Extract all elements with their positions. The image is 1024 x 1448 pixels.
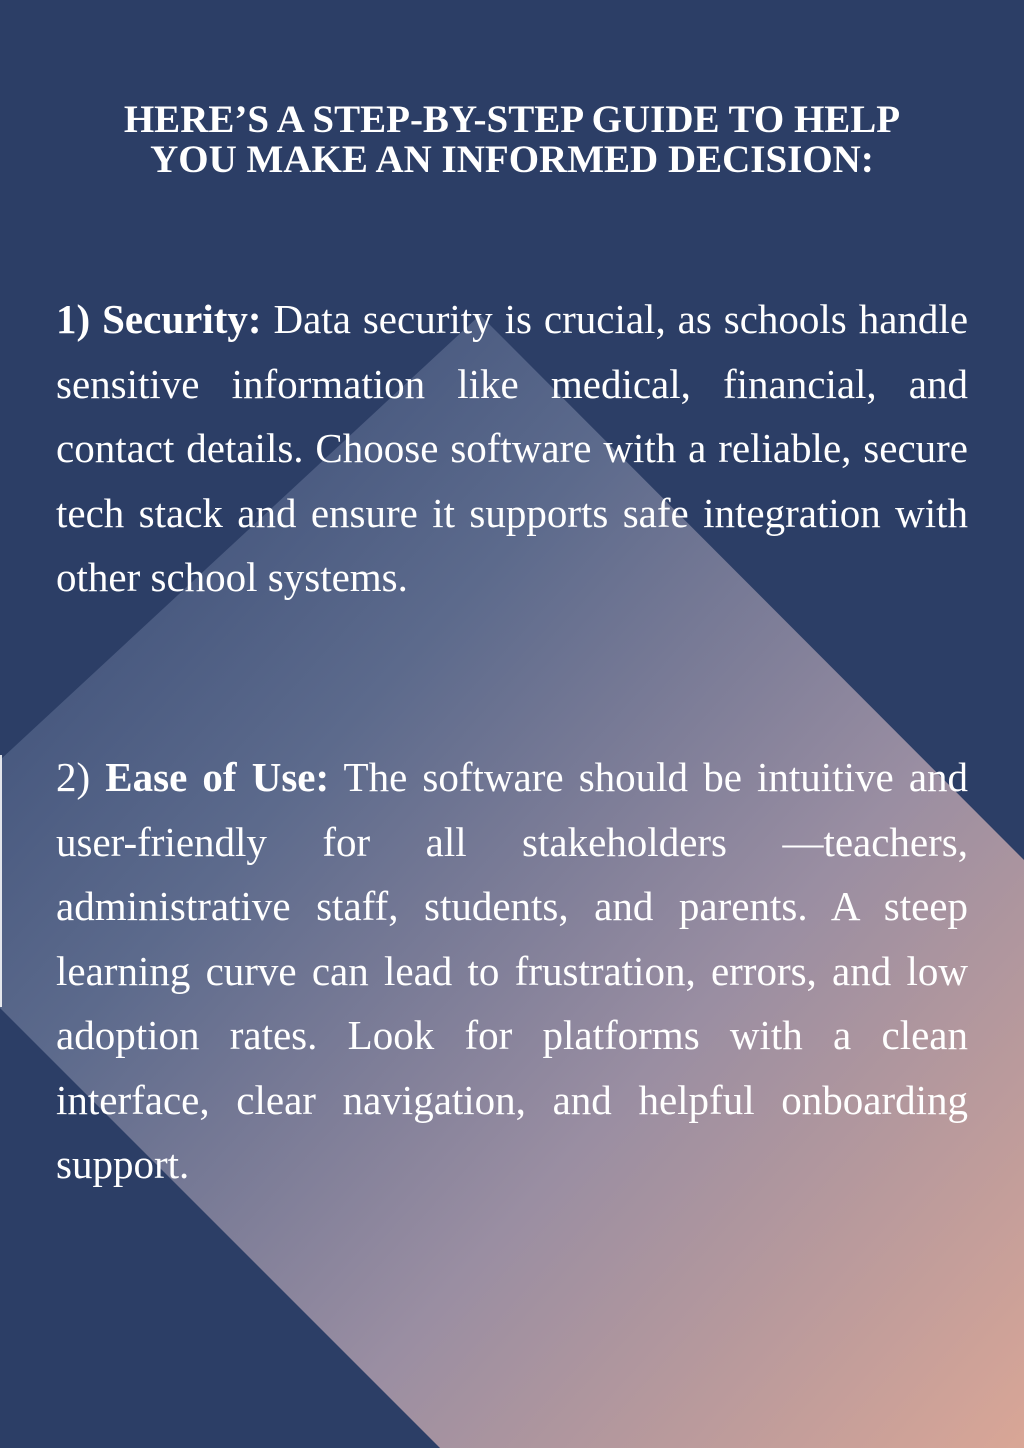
page-title-line-1: HERE’S A STEP-BY-STEP GUIDE TO HELP xyxy=(123,98,901,141)
ease-of-use-body: The software should be intuitive and user-friendly for all stakeholders —teachers, administrative staff, students, and parents. A steep learning curve can lead to frustration, errors, and low adoption rates. Look for platforms with a clean interface, clear navigation, and helpful onboarding support. xyxy=(56,754,969,1187)
security-number: 1) xyxy=(56,296,91,342)
security-body: Data security is crucial, as schools handle sensitive information like medical, financial, and contact details. Choose software with a reliable, secure tech stack and ensure it supports safe integration with other school systems. xyxy=(56,296,969,600)
page-title xyxy=(40,100,984,180)
ease-of-use-label: Ease of Use: xyxy=(105,754,330,800)
security-label: Security: xyxy=(102,296,262,342)
security-paragraph xyxy=(56,287,968,610)
ease-of-use-number: 2) xyxy=(56,754,91,800)
page-title-line-2: YOU MAKE AN INFORMED DECISION: xyxy=(150,138,874,181)
ease-of-use-paragraph xyxy=(56,745,968,1197)
